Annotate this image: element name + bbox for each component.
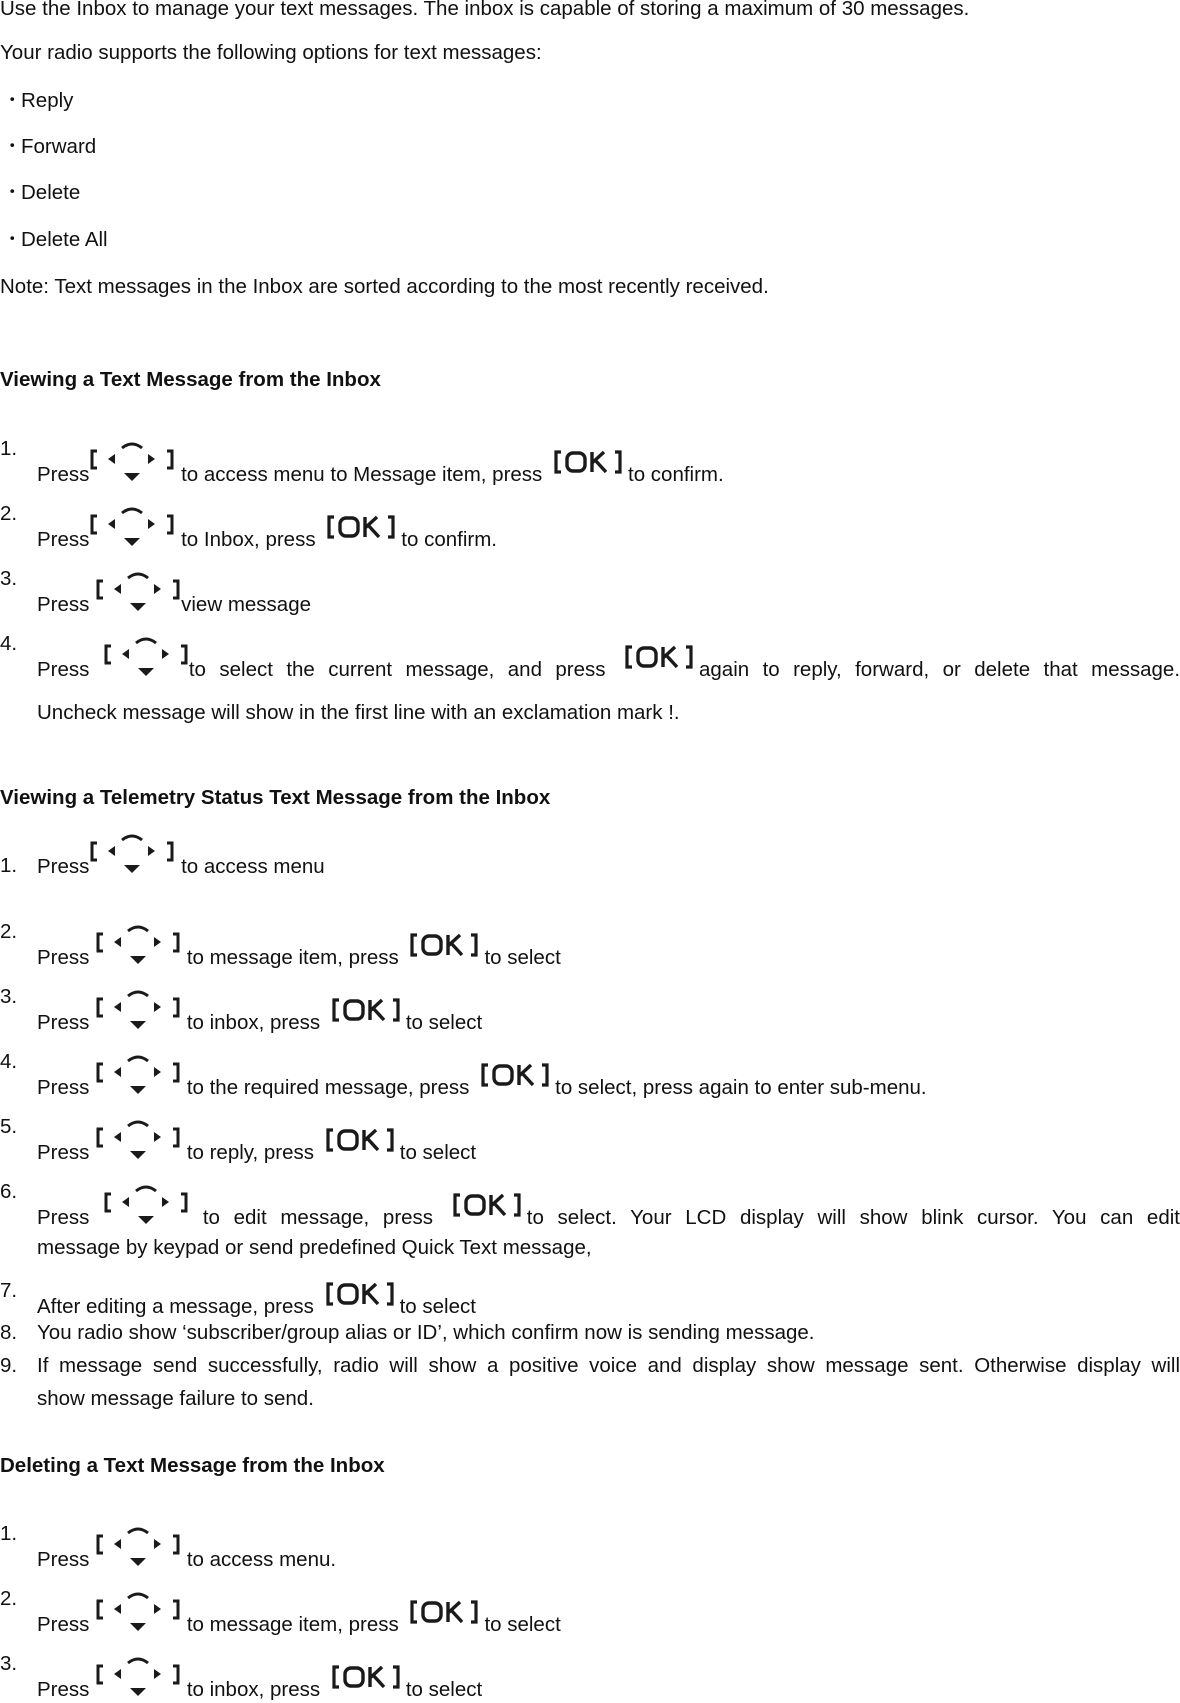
step-text-continued: Uncheck message will show in the first line with an exclamation mark !. [37,701,680,724]
navigation-key-icon [89,502,175,552]
section-heading-deleting: Deleting a Text Message from the Inbox [0,1454,385,1477]
bullet: ・ [2,89,23,112]
ok-key-icon [625,642,693,672]
press-word: Press [37,1678,90,1701]
step-number: 1. [0,1522,18,1545]
intro-line-2: Your radio supports the following options for text messages: [0,41,542,64]
navigation-key-icon [95,1652,181,1702]
step-number: 6. [0,1180,18,1203]
navigation-key-icon [89,829,175,879]
navigation-key-icon [95,1050,181,1100]
step-number: 8. [0,1321,18,1344]
press-word: Press [37,528,90,551]
step-text: to access menu. [186,1548,337,1571]
step-text: to select [484,1613,561,1636]
navigation-key-icon [103,1180,189,1230]
step-text: to confirm. [401,528,497,551]
step-number: 7. [0,1279,18,1302]
step-number: 3. [0,1652,18,1675]
bullet: ・ [2,181,23,204]
step-text: to select, press again to enter sub-menu. [555,1076,927,1099]
navigation-key-icon [95,1587,181,1637]
step-text: You radio show ‘subscriber/group alias or ID’, which confirm now is sending message. [37,1321,815,1344]
step-text: to access menu [181,855,325,878]
option-label: Delete [21,181,81,204]
step-number: 2. [0,920,18,943]
step-text: to confirm. [628,463,724,486]
step-text: to inbox, press [186,1011,321,1034]
step-text: to select. Your LCD display will show blink cursor. You can edit [526,1206,1180,1229]
step-number: 2. [0,1587,18,1610]
bullet: ・ [2,228,23,251]
step-number: 5. [0,1115,18,1138]
step-text: to message item, press [186,1613,399,1636]
ok-key-icon [481,1060,549,1090]
press-word: Press [37,855,90,878]
press-word: Press [37,1613,90,1636]
step-text: After editing a message, press [37,1295,314,1318]
navigation-key-icon [95,920,181,970]
press-word: Press [37,1011,90,1034]
step-text: to select [405,1011,483,1034]
step-text: to inbox, press [186,1678,321,1701]
press-word: Press [37,1548,90,1571]
press-word: Press [37,463,90,486]
navigation-key-icon [95,985,181,1035]
press-word: Press [37,946,90,969]
ok-key-icon [326,1279,394,1309]
ok-key-icon [326,1125,394,1155]
step-number: 3. [0,985,18,1008]
step-text: to message item, press [186,946,399,969]
step-number: 2. [0,502,18,525]
navigation-key-icon [95,567,181,617]
step-number: 3. [0,567,18,590]
step-text: to select the current message, and press [188,658,606,681]
step-text: to select [484,946,561,969]
ok-key-icon [453,1190,521,1220]
step-number: 9. [0,1354,18,1377]
ok-key-icon [327,512,395,542]
navigation-key-icon [95,1115,181,1165]
step-text-continued: show message failure to send. [37,1387,314,1410]
ok-key-icon [410,1597,478,1627]
step-text-continued: message by keypad or send predefined Quick Text message, [37,1236,592,1259]
press-word: Press [37,1206,90,1229]
press-word: Press [37,658,90,681]
option-label: Delete All [21,228,108,251]
press-word: Press [37,1076,90,1099]
step-text: to select [405,1678,483,1701]
step-text: again to reply, forward, or delete that message. [698,658,1180,681]
step-text: to reply, press [186,1141,315,1164]
ok-key-icon [332,995,400,1025]
press-word: Press [37,593,90,616]
option-label: Reply [21,89,74,112]
step-number: 1. [0,437,18,460]
step-number: 4. [0,1050,18,1073]
section-heading-telemetry: Viewing a Telemetry Status Text Message from the Inbox [0,786,551,809]
step-text: to edit message, press [202,1206,434,1229]
step-text: to the required message, press [186,1076,470,1099]
step-text: If message send successfully, radio will show a positive voice and display show message sent. Otherwise display will [37,1354,1180,1377]
option-label: Forward [21,135,97,158]
intro-line-1: Use the Inbox to manage your text messages. The inbox is capable of storing a maximum of 30 messages. [0,0,970,20]
step-text: to select [399,1141,477,1164]
inbox-note: Note: Text messages in the Inbox are sorted according to the most recently received. [0,275,769,298]
step-text: to Inbox, press [181,528,316,551]
ok-key-icon [410,930,478,960]
step-text: to select [399,1295,476,1318]
step-text: to access menu to Message item, press [181,463,543,486]
press-word: Press [37,1141,90,1164]
section-heading-viewing: Viewing a Text Message from the Inbox [0,368,381,391]
bullet: ・ [2,135,23,158]
ok-key-icon [554,447,622,477]
step-number: 1. [0,854,18,877]
step-text: view message [181,593,311,616]
ok-key-icon [332,1662,400,1692]
navigation-key-icon [89,437,175,487]
navigation-key-icon [95,1522,181,1572]
step-number: 4. [0,632,18,655]
navigation-key-icon [103,632,189,682]
